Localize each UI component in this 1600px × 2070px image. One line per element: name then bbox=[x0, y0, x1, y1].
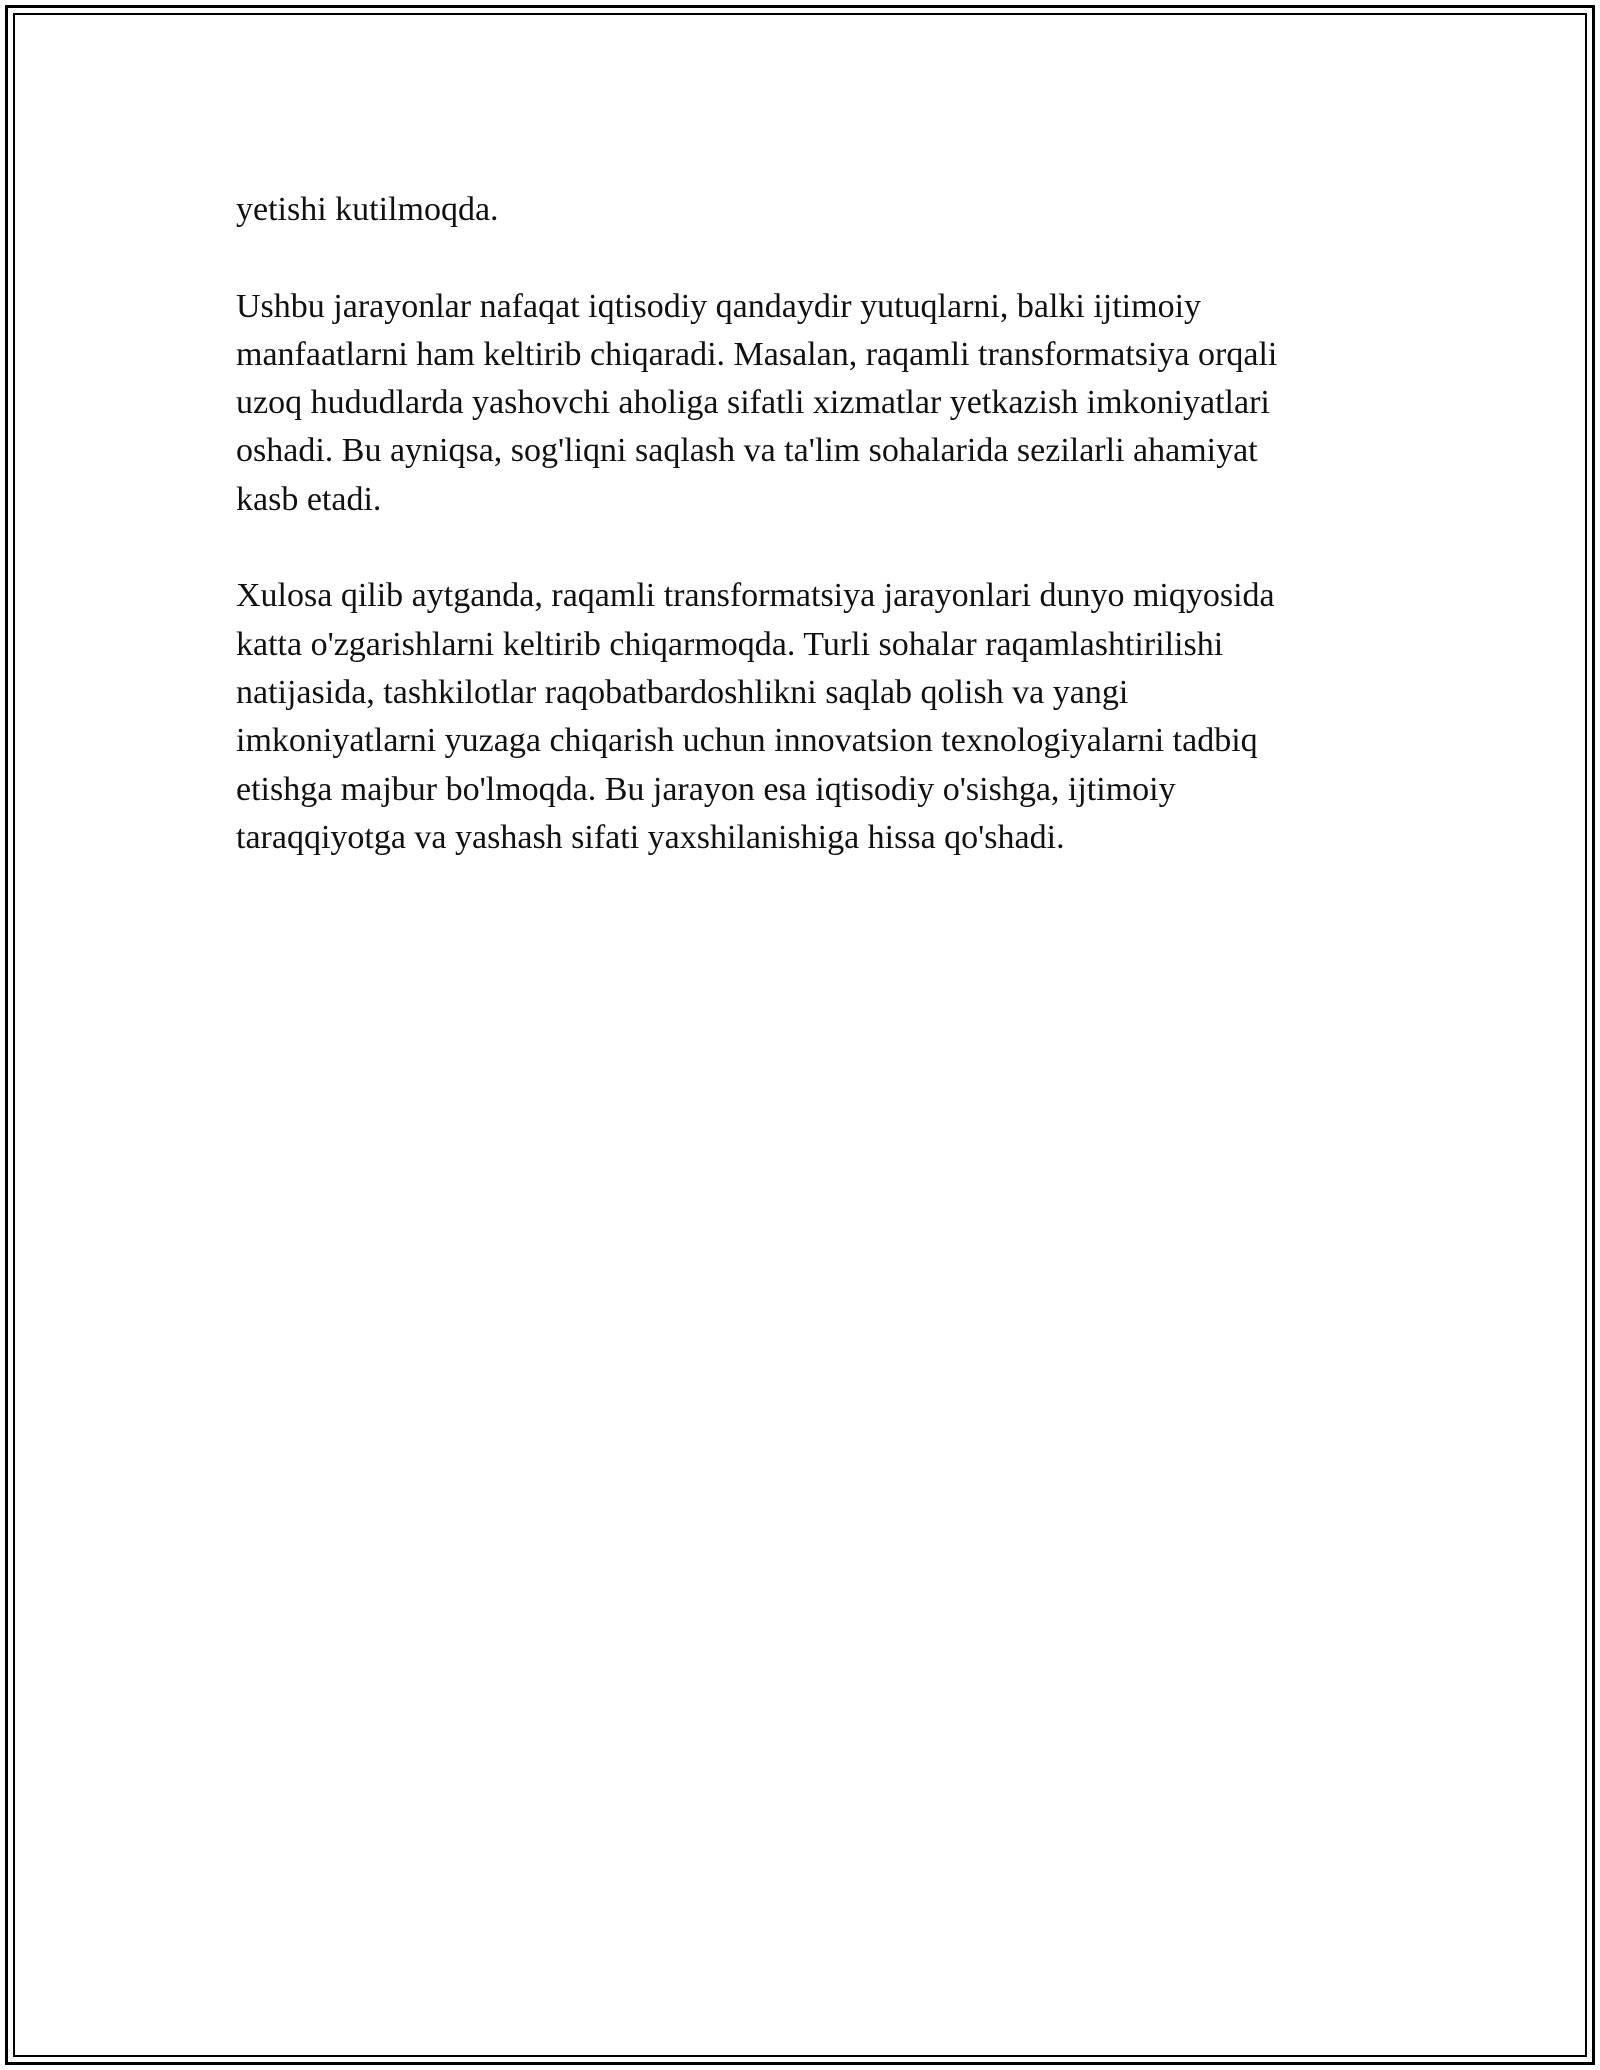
document-body bbox=[236, 186, 1386, 910]
paragraph-continuation: yetishi kutilmoqda. bbox=[236, 191, 499, 228]
paragraph-conclusion: Xulosa qilib aytganda, raqamli transformatsiya jarayonlari dunyo miqyosida katta o'zgarishlarni keltirib chiqarmoqda. Turli sohalar raqamlashtirilishi natijasida, tashkilotlar raqobatbardoshlikni saqlab qolish va yangi imkoniyatlarni yuzaga chiqarish uchun innovatsion texnologiyalarni tadbiq etishga majbur bo'lmoqda. Bu jarayon esa iqtisodiy o'sishga, ijtimoiy taraqqiyotga va yashash sifati yaxshilanishiga hissa qo'shadi. bbox=[236, 577, 1275, 856]
paragraph-benefits: Ushbu jarayonlar nafaqat iqtisodiy qandaydir yutuqlarni, balki ijtimoiy manfaatlarni ham keltirib chiqaradi. Masalan, raqamli transformatsiya orqali uzoq hududlarda yashovchi aholiga sifatli xizmatlar yetkazish imkoniyatlari oshadi. Bu ayniqsa, sog'liqni saqlash va ta'lim sohalarida sezilarli ahamiyat kasb etadi. bbox=[236, 287, 1278, 518]
